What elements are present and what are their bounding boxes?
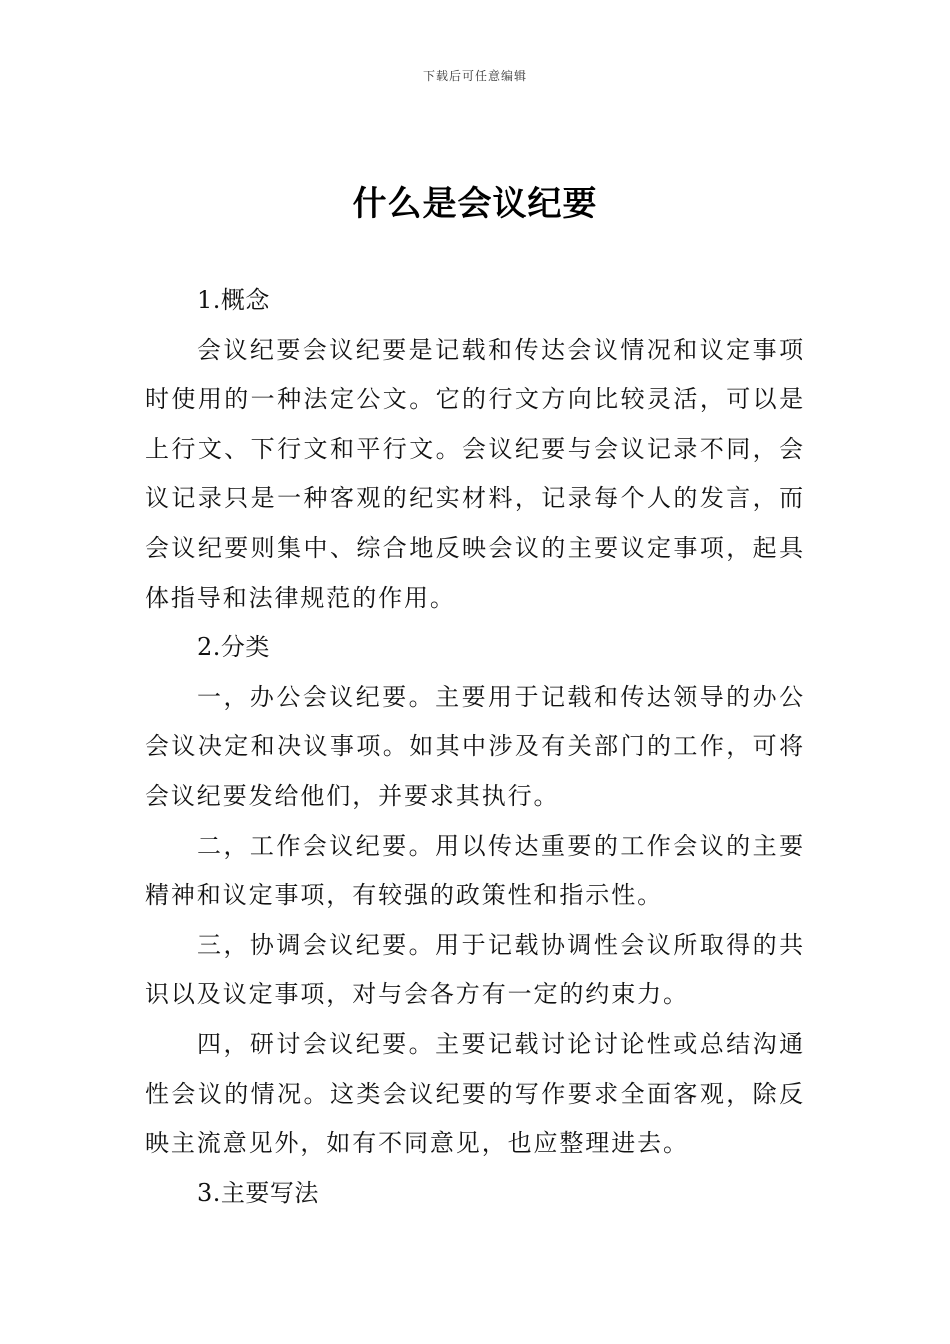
section-heading-writing: 3.主要写法	[197, 1178, 319, 1207]
header-note: 下载后可任意编辑	[422, 69, 527, 83]
paragraph-category-3: 三，协调会议纪要。用于记载协调性会议所取得的共识以及议定事项，对与会各方有一定的约束力。	[145, 930, 805, 1009]
document-title: 什么是会议纪要	[352, 184, 598, 224]
section-heading-category: 2.分类	[197, 633, 270, 662]
paragraph-category-4: 四，研讨会议纪要。主要记载讨论讨论性或总结沟通性会议的情况。这类会议纪要的写作要求全面客观，除反映主流意见外，如有不同意见，也应整理进去。	[145, 1029, 805, 1158]
paragraph-category-2: 二，工作会议纪要。用以传达重要的工作会议的主要精神和议定事项，有较强的政策性和指示性。	[145, 831, 805, 910]
section-heading-concept: 1.概念	[197, 286, 270, 314]
document-body	[145, 276, 805, 1218]
paragraph-concept: 会议纪要会议纪要是记载和传达会议情况和议定事项时使用的一种法定公文。它的行文方向比较灵活，可以是上行文、下行文和平行文。会议纪要与会议记录不同，会议记录只是一种客观的纪实材料，记录每个人的发言，而会议纪要则集中、综合地反映会议的主要议定事项，起具体指导和法律规范的作用。	[145, 335, 805, 612]
paragraph-category-1: 一，办公会议纪要。主要用于记载和传达领导的办公会议决定和决议事项。如其中涉及有关部门的工作，可将会议纪要发给他们，并要求其执行。	[145, 682, 805, 810]
